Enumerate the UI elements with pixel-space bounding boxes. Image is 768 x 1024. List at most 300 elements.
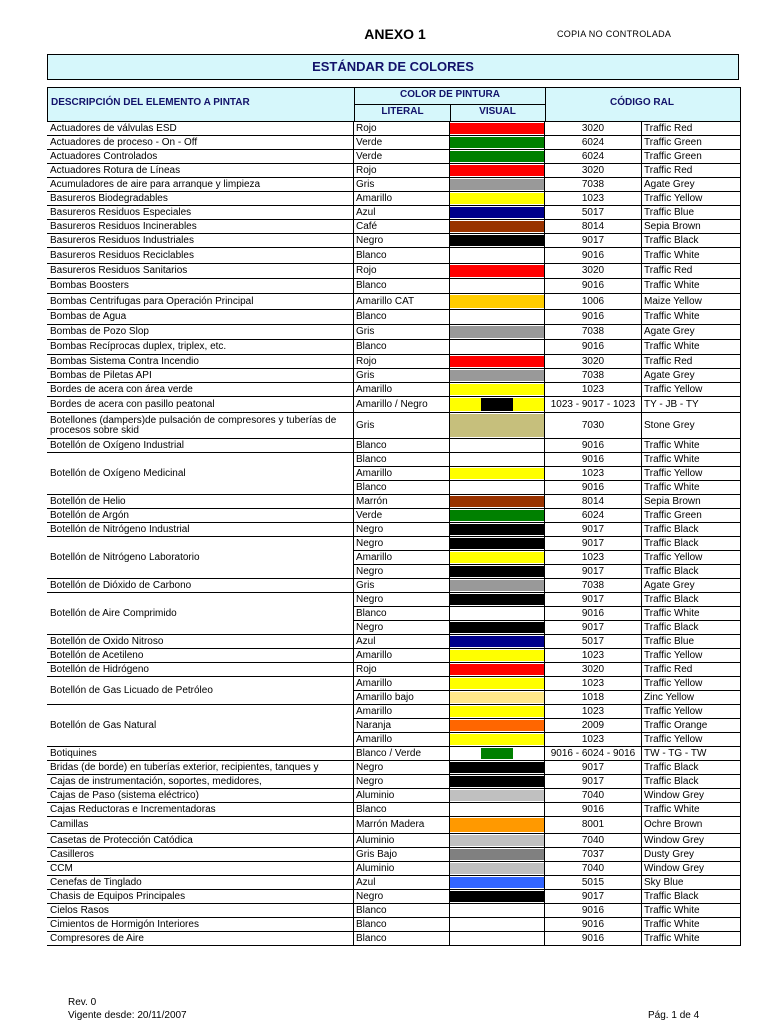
table-row <box>47 789 741 803</box>
color-swatch <box>450 207 544 218</box>
ral-name: Traffic Red <box>641 264 741 279</box>
ral-name: Agate Grey <box>641 579 741 593</box>
ral-code: 7038 <box>545 325 641 340</box>
table-row <box>47 178 741 192</box>
color-visual <box>449 663 545 677</box>
ral-name: Traffic Red <box>641 122 741 136</box>
color-literal: Amarillo / Negro <box>353 397 449 413</box>
ral-name: Traffic White <box>641 279 741 294</box>
element-description: Bombas de Piletas API <box>47 369 353 383</box>
element-description: Actuadores Controlados <box>47 150 353 164</box>
header-description: DESCRIPCIÓN DEL ELEMENTO A PINTAR <box>51 97 250 108</box>
table-row <box>47 136 741 150</box>
color-literal: Amarillo <box>353 192 449 206</box>
table-row <box>47 122 741 136</box>
ral-name: Traffic Yellow <box>641 649 741 663</box>
element-description: Cielos Rasos <box>47 904 353 918</box>
table-row <box>47 876 741 890</box>
element-description: Cajas de instrumentación, soportes, medidores, <box>47 775 353 789</box>
ral-code: 9016 <box>545 439 641 453</box>
color-visual <box>449 325 545 340</box>
table-row <box>47 413 741 439</box>
color-literal: Blanco <box>353 904 449 918</box>
ral-name: Traffic Red <box>641 663 741 677</box>
ral-code: 3020 <box>545 164 641 178</box>
ral-code: 1023 <box>545 383 641 397</box>
table-row <box>47 579 741 593</box>
color-visual <box>449 621 545 635</box>
color-visual <box>449 383 545 397</box>
ral-code: 7038 <box>545 369 641 383</box>
table-row <box>47 234 741 248</box>
color-swatch <box>450 748 481 759</box>
table-row <box>47 918 741 932</box>
annex-title: ANEXO 1 <box>364 26 426 42</box>
element-description: Bombas Recíprocas duplex, triplex, etc. <box>47 340 353 355</box>
color-literal: Blanco <box>353 803 449 817</box>
color-visual <box>449 136 545 150</box>
ral-name: Agate Grey <box>641 369 741 383</box>
header-paint-color: COLOR DE PINTURA <box>400 89 500 100</box>
color-swatch <box>450 538 544 549</box>
color-visual <box>449 164 545 178</box>
color-visual <box>449 220 545 234</box>
color-visual <box>449 279 545 294</box>
table-row <box>47 904 741 918</box>
ral-code: 5017 <box>545 206 641 220</box>
element-description: Basureros Residuos Incinerables <box>47 220 353 234</box>
color-literal: Amarillo bajo <box>353 691 449 705</box>
color-visual <box>449 310 545 325</box>
ral-name: Window Grey <box>641 862 741 876</box>
table-row <box>47 248 741 264</box>
color-swatch <box>450 137 544 148</box>
color-swatch <box>450 776 544 787</box>
ral-name: Traffic Black <box>641 593 741 607</box>
table-row <box>47 495 741 509</box>
color-swatch <box>450 933 544 944</box>
ral-code: 9017 <box>545 537 641 551</box>
ral-code: 8014 <box>545 495 641 509</box>
color-visual <box>449 890 545 904</box>
table-header <box>47 87 741 122</box>
color-visual <box>449 453 545 467</box>
color-visual <box>449 565 545 579</box>
table-row <box>47 803 741 817</box>
ral-name: Traffic Yellow <box>641 467 741 481</box>
ral-name: Traffic Black <box>641 565 741 579</box>
color-swatch <box>450 295 544 308</box>
color-visual <box>449 876 545 890</box>
ral-code: 3020 <box>545 264 641 279</box>
ral-name: Dusty Grey <box>641 848 741 862</box>
ral-code: 1023 <box>545 467 641 481</box>
color-swatch <box>450 650 544 661</box>
ral-name: Agate Grey <box>641 325 741 340</box>
ral-name: Traffic Black <box>641 234 741 248</box>
element-description: Compresores de Aire <box>47 932 353 946</box>
color-swatch <box>513 398 544 411</box>
ral-code: 9016 <box>545 340 641 355</box>
color-literal: Amarillo <box>353 705 449 719</box>
color-visual <box>449 593 545 607</box>
ral-name: Maize Yellow <box>641 294 741 310</box>
element-description: Botellón de Gas Natural <box>47 705 353 747</box>
ral-code: 1023 <box>545 677 641 691</box>
element-description: Cenefas de Tinglado <box>47 876 353 890</box>
ral-name: Traffic White <box>641 932 741 946</box>
table-row <box>47 383 741 397</box>
ral-code: 1023 - 9017 - 1023 <box>545 397 641 413</box>
element-description: Bombas de Pozo Slop <box>47 325 353 340</box>
color-literal: Gris Bajo <box>353 848 449 862</box>
color-swatch <box>450 235 544 246</box>
color-visual <box>449 523 545 537</box>
table-row <box>47 932 741 946</box>
ral-code: 5015 <box>545 876 641 890</box>
element-description: Bombas Sistema Contra Incendio <box>47 355 353 369</box>
color-visual <box>449 264 545 279</box>
color-visual <box>449 775 545 789</box>
element-description: Cajas Reductoras e Incrementadoras <box>47 803 353 817</box>
color-swatch <box>450 818 544 832</box>
element-description: Basureros Residuos Sanitarios <box>47 264 353 279</box>
element-description: Botellón de Oxígeno Industrial <box>47 439 353 453</box>
color-literal: Negro <box>353 565 449 579</box>
color-literal: Blanco <box>353 248 449 264</box>
color-literal: Negro <box>353 761 449 775</box>
ral-code: 7038 <box>545 579 641 593</box>
ral-code: 9016 <box>545 310 641 325</box>
element-description: Botellón de Aire Comprimido <box>47 593 353 635</box>
ral-name: Sepia Brown <box>641 220 741 234</box>
ral-code: 9017 <box>545 761 641 775</box>
color-swatch <box>450 398 481 411</box>
color-swatch <box>450 706 544 717</box>
color-swatch <box>450 566 544 577</box>
ral-code: 9017 <box>545 234 641 248</box>
ral-name: Zinc Yellow <box>641 691 741 705</box>
ral-code: 9017 <box>545 890 641 904</box>
ral-name: Traffic Red <box>641 164 741 178</box>
element-description: Botellón de Acetileno <box>47 649 353 663</box>
color-swatch <box>450 326 544 338</box>
table-row <box>47 761 741 775</box>
color-visual <box>449 467 545 481</box>
document-title: ESTÁNDAR DE COLORES <box>312 59 474 74</box>
color-visual <box>449 862 545 876</box>
color-visual <box>449 192 545 206</box>
color-visual <box>449 122 545 136</box>
ral-name: Traffic Black <box>641 621 741 635</box>
element-description: Botellón de Oxido Nitroso <box>47 635 353 649</box>
table-row <box>47 192 741 206</box>
ral-name: Window Grey <box>641 789 741 803</box>
element-description: Basureros Biodegradables <box>47 192 353 206</box>
table-row <box>47 890 741 904</box>
ral-code: 7037 <box>545 848 641 862</box>
ral-code: 3020 <box>545 355 641 369</box>
ral-code: 8014 <box>545 220 641 234</box>
ral-name: Traffic Yellow <box>641 705 741 719</box>
color-literal: Aluminio <box>353 789 449 803</box>
element-description: Bombas de Agua <box>47 310 353 325</box>
color-swatch <box>481 398 512 411</box>
color-visual <box>449 904 545 918</box>
color-visual <box>449 803 545 817</box>
ral-code: 9017 <box>545 565 641 579</box>
color-visual <box>449 747 545 761</box>
color-literal: Amarillo <box>353 733 449 747</box>
color-literal: Negro <box>353 523 449 537</box>
color-literal: Negro <box>353 775 449 789</box>
color-literal: Blanco <box>353 439 449 453</box>
color-literal: Negro <box>353 593 449 607</box>
table-row <box>47 310 741 325</box>
ral-code: 5017 <box>545 635 641 649</box>
color-visual <box>449 369 545 383</box>
color-visual <box>449 355 545 369</box>
color-literal: Rojo <box>353 264 449 279</box>
table-row <box>47 294 741 310</box>
table-row <box>47 325 741 340</box>
color-literal: Blanco <box>353 932 449 946</box>
color-swatch <box>450 356 544 367</box>
ral-name: Traffic White <box>641 803 741 817</box>
color-visual <box>449 234 545 248</box>
ral-code: 9016 <box>545 904 641 918</box>
ral-name: Traffic Yellow <box>641 677 741 691</box>
color-literal: Negro <box>353 890 449 904</box>
ral-code: 9016 <box>545 481 641 495</box>
ral-code: 9016 - 6024 - 9016 <box>545 747 641 761</box>
color-visual <box>449 789 545 803</box>
color-swatch <box>450 482 544 493</box>
color-visual <box>449 932 545 946</box>
color-literal: Marrón Madera <box>353 817 449 834</box>
element-description: CCM <box>47 862 353 876</box>
ral-name: Traffic Green <box>641 136 741 150</box>
color-swatch <box>450 524 544 535</box>
color-swatch <box>450 496 544 507</box>
color-visual <box>449 537 545 551</box>
element-description: Botellón de Argón <box>47 509 353 523</box>
ral-code: 9016 <box>545 932 641 946</box>
element-description: Bombas Boosters <box>47 279 353 294</box>
color-visual <box>449 206 545 220</box>
ral-code: 8001 <box>545 817 641 834</box>
color-swatch <box>450 468 544 479</box>
color-literal: Blanco <box>353 453 449 467</box>
color-literal: Verde <box>353 509 449 523</box>
ral-name: Traffic Black <box>641 775 741 789</box>
color-swatch <box>450 877 544 888</box>
table-row <box>47 635 741 649</box>
color-visual <box>449 761 545 775</box>
color-swatch <box>450 622 544 633</box>
color-swatch <box>450 454 544 465</box>
color-literal: Gris <box>353 178 449 192</box>
ral-name: Traffic White <box>641 918 741 932</box>
color-swatch <box>450 608 544 619</box>
color-literal: Rojo <box>353 122 449 136</box>
color-literal: Rojo <box>353 663 449 677</box>
footer-page-number: Pág. 1 de 4 <box>648 1010 700 1021</box>
ral-name: Traffic Green <box>641 150 741 164</box>
footer-revision: Rev. 0 <box>68 997 97 1008</box>
color-swatch <box>450 440 544 451</box>
color-swatch <box>450 804 544 815</box>
color-visual <box>449 551 545 565</box>
table-row-group <box>47 537 353 579</box>
color-swatch <box>450 678 544 689</box>
color-literal: Azul <box>353 206 449 220</box>
ral-name: Traffic White <box>641 340 741 355</box>
table-row <box>47 649 741 663</box>
color-visual <box>449 495 545 509</box>
color-literal: Gris <box>353 325 449 340</box>
color-visual <box>449 834 545 848</box>
color-literal: Negro <box>353 234 449 248</box>
element-description: Bordes de acera con pasillo peatonal <box>47 397 353 413</box>
ral-name: TY - JB - TY <box>641 397 741 413</box>
element-description: Actuadores de proceso - On - Off <box>47 136 353 150</box>
color-swatch <box>450 835 544 846</box>
table-row <box>47 279 741 294</box>
color-visual <box>449 413 545 439</box>
color-literal: Azul <box>353 876 449 890</box>
element-description: Cajas de Paso (sistema eléctrico) <box>47 789 353 803</box>
color-literal: Amarillo <box>353 677 449 691</box>
color-literal: Marrón <box>353 495 449 509</box>
ral-code: 9017 <box>545 775 641 789</box>
color-visual <box>449 733 545 747</box>
color-swatch <box>450 594 544 605</box>
ral-name: Traffic Black <box>641 537 741 551</box>
color-swatch <box>450 552 544 563</box>
color-literal: Blanco <box>353 340 449 355</box>
element-description: Casetas de Protección Catódica <box>47 834 353 848</box>
color-swatch <box>450 151 544 162</box>
ral-name: Traffic White <box>641 481 741 495</box>
color-swatch <box>450 905 544 916</box>
color-visual <box>449 481 545 495</box>
color-swatch <box>450 510 544 521</box>
ral-name: Traffic Yellow <box>641 383 741 397</box>
color-swatch <box>450 919 544 930</box>
color-literal: Negro <box>353 621 449 635</box>
ral-name: Traffic Red <box>641 355 741 369</box>
color-visual <box>449 817 545 834</box>
table-row-group <box>47 705 353 747</box>
color-visual <box>449 677 545 691</box>
color-literal: Amarillo <box>353 467 449 481</box>
color-visual <box>449 691 545 705</box>
ral-code: 2009 <box>545 719 641 733</box>
table-row <box>47 355 741 369</box>
ral-code: 6024 <box>545 136 641 150</box>
ral-code: 9016 <box>545 248 641 264</box>
table-row <box>47 747 741 761</box>
table-row <box>47 206 741 220</box>
ral-code: 3020 <box>545 663 641 677</box>
color-visual <box>449 918 545 932</box>
color-visual <box>449 340 545 355</box>
table-row <box>47 439 741 453</box>
element-description: Casilleros <box>47 848 353 862</box>
color-literal: Blanco <box>353 481 449 495</box>
table-row-group <box>47 453 353 495</box>
ral-code: 1006 <box>545 294 641 310</box>
ral-name: Traffic Green <box>641 509 741 523</box>
ral-name: Traffic Black <box>641 761 741 775</box>
element-description: Botellón de Gas Licuado de Petróleo <box>47 677 353 705</box>
element-description: Basureros Residuos Industriales <box>47 234 353 248</box>
ral-name: Traffic White <box>641 439 741 453</box>
ral-name: Traffic White <box>641 453 741 467</box>
table-row <box>47 817 741 834</box>
color-visual <box>449 719 545 733</box>
footer-valid-from: Vigente desde: 20/11/2007 <box>68 1010 187 1021</box>
color-visual <box>449 294 545 310</box>
ral-name: Traffic White <box>641 607 741 621</box>
color-swatch <box>450 384 544 395</box>
ral-code: 9017 <box>545 593 641 607</box>
color-literal: Amarillo <box>353 649 449 663</box>
ral-name: Traffic Black <box>641 890 741 904</box>
color-swatch <box>450 221 544 232</box>
color-visual <box>449 705 545 719</box>
color-visual <box>449 607 545 621</box>
color-swatch <box>450 414 544 437</box>
color-literal: Blanco <box>353 607 449 621</box>
color-literal: Gris <box>353 413 449 439</box>
table-row <box>47 509 741 523</box>
table-row <box>47 164 741 178</box>
ral-code: 6024 <box>545 509 641 523</box>
color-swatch <box>450 664 544 675</box>
ral-name: Traffic White <box>641 248 741 264</box>
table-row <box>47 523 741 537</box>
color-literal: Amarillo <box>353 383 449 397</box>
element-description: Bombas Centrifugas para Operación Principal <box>47 294 353 310</box>
table-row <box>47 397 741 413</box>
ral-name: Traffic Black <box>641 523 741 537</box>
ral-code: 1023 <box>545 192 641 206</box>
table-row <box>47 150 741 164</box>
color-visual <box>449 178 545 192</box>
ral-code: 1023 <box>545 649 641 663</box>
color-literal: Rojo <box>353 355 449 369</box>
color-visual <box>449 635 545 649</box>
ral-name: Traffic White <box>641 904 741 918</box>
color-swatch <box>450 762 544 773</box>
color-literal: Negro <box>353 537 449 551</box>
ral-name: Sepia Brown <box>641 495 741 509</box>
color-visual <box>449 649 545 663</box>
ral-code: 9017 <box>545 621 641 635</box>
color-literal: Blanco <box>353 279 449 294</box>
color-swatch <box>450 692 544 703</box>
ral-name: Window Grey <box>641 834 741 848</box>
color-swatch <box>450 790 544 801</box>
element-description: Cimientos de Hormigón Interiores <box>47 918 353 932</box>
color-swatch <box>513 748 544 759</box>
element-description: Actuadores de válvulas ESD <box>47 122 353 136</box>
element-description: Actuadores Rotura de Líneas <box>47 164 353 178</box>
color-literal: Azul <box>353 635 449 649</box>
color-swatch <box>450 580 544 591</box>
